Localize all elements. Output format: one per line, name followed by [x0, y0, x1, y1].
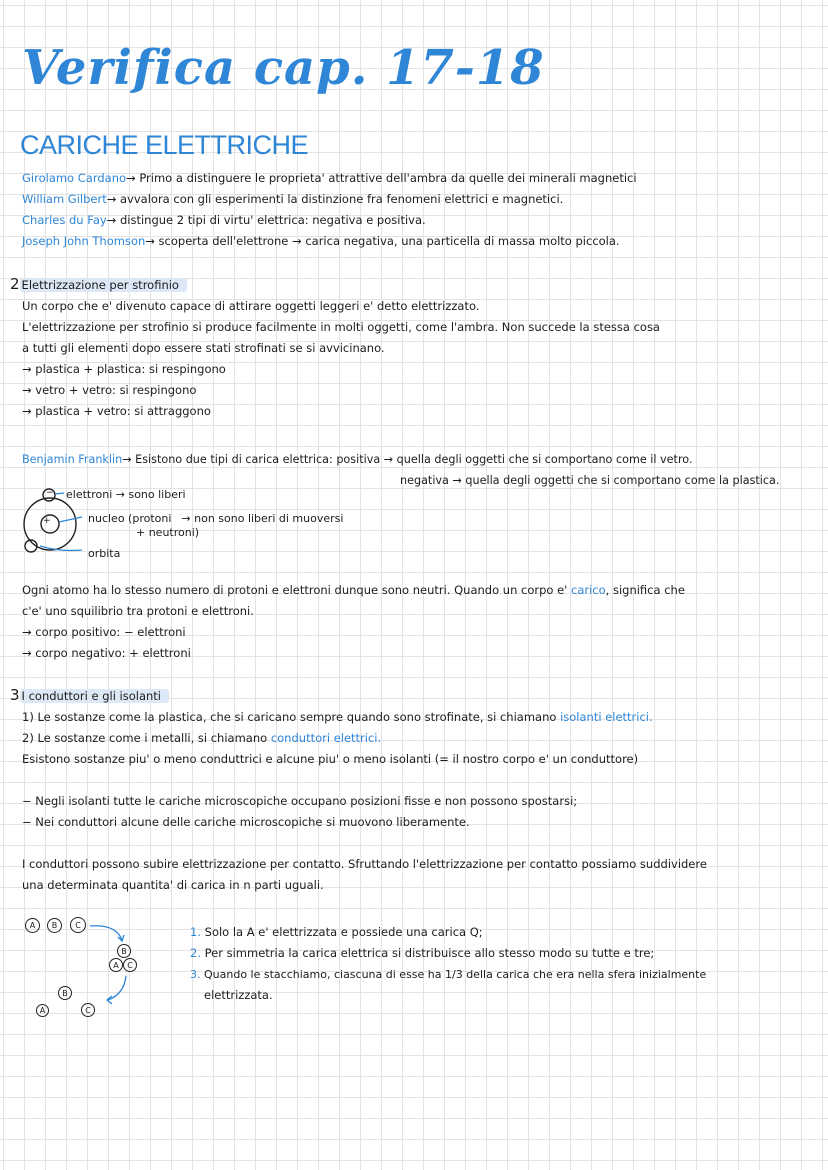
- electron-symbol: −: [46, 488, 54, 498]
- step-2: [190, 943, 654, 964]
- scientist-name: Girolamo Cardano: [22, 171, 127, 185]
- section-number: 3: [10, 686, 20, 704]
- step-3: [190, 964, 706, 985]
- section-2-line: Un corpo che e' divenuto capace di attirare oggetti leggeri e' detto elettrizzato.: [22, 299, 480, 313]
- step-number: 2.: [190, 946, 201, 960]
- sphere-c: C: [70, 917, 86, 933]
- sphere-c-touching: C: [123, 958, 137, 972]
- charge-bullet: → corpo positivo: − elettroni: [22, 625, 186, 639]
- section-2-line: L'elettrizzazione per strofinio si produce facilmente in molti oggetti, come l'ambra. Non succede la stessa cosa: [22, 320, 660, 334]
- bullet-item: → plastica + vetro: si attraggono: [22, 404, 211, 418]
- nucleus-note: → non sono liberi di muoversi: [181, 512, 344, 525]
- section-2-heading: [10, 274, 187, 296]
- section-title: Elettrizzazione per strofinio: [20, 278, 187, 292]
- section-3-item-2: [22, 728, 381, 749]
- dash-item: − Negli isolanti tutte le cariche microscopiche occupano posizioni fisse e non possono spostarsi;: [22, 794, 578, 808]
- item-text: 2) Le sostanze come i metalli, si chiamano: [22, 731, 271, 745]
- electron-pointer: [55, 493, 64, 494]
- page-title: Verifica cap. 17-18: [22, 40, 545, 96]
- intro-line-2: [22, 189, 563, 210]
- section-3-mid-line: Esistono sostanze piu' o meno conduttrici e alcune piu' o meno isolanti (= il nostro corpo e' un conduttore): [22, 752, 639, 766]
- electrons-label: elettroni → sono liberi: [66, 488, 186, 501]
- step-3-continued: elettrizzata.: [204, 988, 273, 1002]
- sphere-a: A: [25, 918, 40, 933]
- step-number: 1.: [190, 925, 201, 939]
- scientist-name: Joseph John Thomson: [22, 234, 146, 248]
- step-text: Quando le stacchiamo, ciascuna di esse ha 1/3 della carica che era nella sfera inizialmente: [204, 968, 707, 981]
- dash-item: − Nei conduttori alcune delle cariche microscopiche si muovono liberamente.: [22, 815, 470, 829]
- intro-text: → distingue 2 tipi di virtu' elettrica: negativa e positiva.: [106, 213, 426, 227]
- sphere-b-separated: B: [58, 986, 72, 1000]
- step-1: [190, 922, 483, 943]
- nucleus-symbol: +: [43, 516, 51, 526]
- conduttori-term: conduttori elettrici.: [270, 731, 382, 745]
- item-text: 1) Le sostanze come la plastica, che si caricano sempre quando sono strofinate, si chiamano: [22, 710, 561, 724]
- step-text: Solo la A e' elettrizzata e possiede una carica Q;: [204, 925, 483, 939]
- neutral-line-1: [22, 580, 685, 601]
- bullet-item: → vetro + vetro: si respingono: [22, 383, 197, 397]
- intro-line-3: [22, 210, 426, 231]
- scientist-name: William Gilbert: [22, 192, 107, 206]
- franklin-line-2: negativa → quella degli oggetti che si comportano come la plastica.: [400, 474, 780, 487]
- neutral-line-2: c'e' uno squilibrio tra protoni e elettroni.: [22, 604, 254, 618]
- sphere-a-touching: A: [109, 958, 123, 972]
- section-title: I conduttori e gli isolanti: [20, 689, 169, 703]
- step-text: Per simmetria la carica elettrica si distribuisce allo stesso modo su tutte e tre;: [204, 946, 655, 960]
- neutral-text-end: , significa che: [605, 583, 685, 597]
- sphere-arrows: [88, 918, 138, 1018]
- orbit-label: orbita: [88, 547, 121, 560]
- intro-line-4: [22, 231, 620, 252]
- section-number: 2: [10, 275, 20, 293]
- franklin-line: [22, 449, 693, 470]
- main-heading: CARICHE ELETTRICHE: [20, 130, 309, 160]
- bullet-item: → plastica + plastica: si respingono: [22, 362, 226, 376]
- sphere-c-separated: C: [81, 1003, 95, 1017]
- nucleus-pointer: [59, 517, 82, 522]
- contact-line-2: una determinata quantita' di carica in n parti uguali.: [22, 878, 324, 892]
- nucleus-label: [88, 512, 343, 540]
- carico-term: carico: [571, 583, 606, 597]
- intro-text: → scoperta dell'elettrone → carica negativa, una particella di massa molto piccola.: [145, 234, 620, 248]
- nucleus-text-2: + neutroni): [136, 526, 200, 539]
- scientist-name: Charles du Fay: [22, 213, 107, 227]
- nucleus-text: nucleo (protoni: [88, 512, 172, 525]
- neutral-text: Ogni atomo ha lo stesso numero di protoni e elettroni dunque sono neutri. Quando un corpo e': [22, 583, 571, 597]
- isolanti-term: isolanti elettrici.: [560, 710, 653, 724]
- sphere-b: B: [47, 918, 62, 933]
- contact-line-1: I conduttori possono subire elettrizzazione per contatto. Sfruttando l'elettrizzazione per contatto possiamo suddividere: [22, 857, 707, 871]
- sphere-a-separated: A: [36, 1004, 49, 1017]
- intro-line-1: [22, 168, 637, 189]
- section-3-item-1: [22, 707, 653, 728]
- step-number: 3.: [190, 968, 201, 981]
- section-3-heading: [10, 685, 169, 707]
- franklin-text: → Esistono due tipi di carica elettrica: positiva → quella degli oggetti che si comportano come il vetro.: [122, 453, 693, 466]
- charge-bullet: → corpo negativo: + elettroni: [22, 646, 191, 660]
- arrow-touch: [90, 926, 122, 940]
- intro-text: → Primo a distinguere le proprieta' attrattive dell'ambra da quelle dei minerali magnetici: [126, 171, 637, 185]
- intro-text: → avvalora con gli esperimenti la distinzione fra fenomeni elettrici e magnetici.: [106, 192, 564, 206]
- scientist-name: Benjamin Franklin: [22, 453, 123, 466]
- section-2-line: a tutti gli elementi dopo essere stati strofinati se si avvicinano.: [22, 341, 385, 355]
- sphere-b-touching: B: [117, 944, 131, 958]
